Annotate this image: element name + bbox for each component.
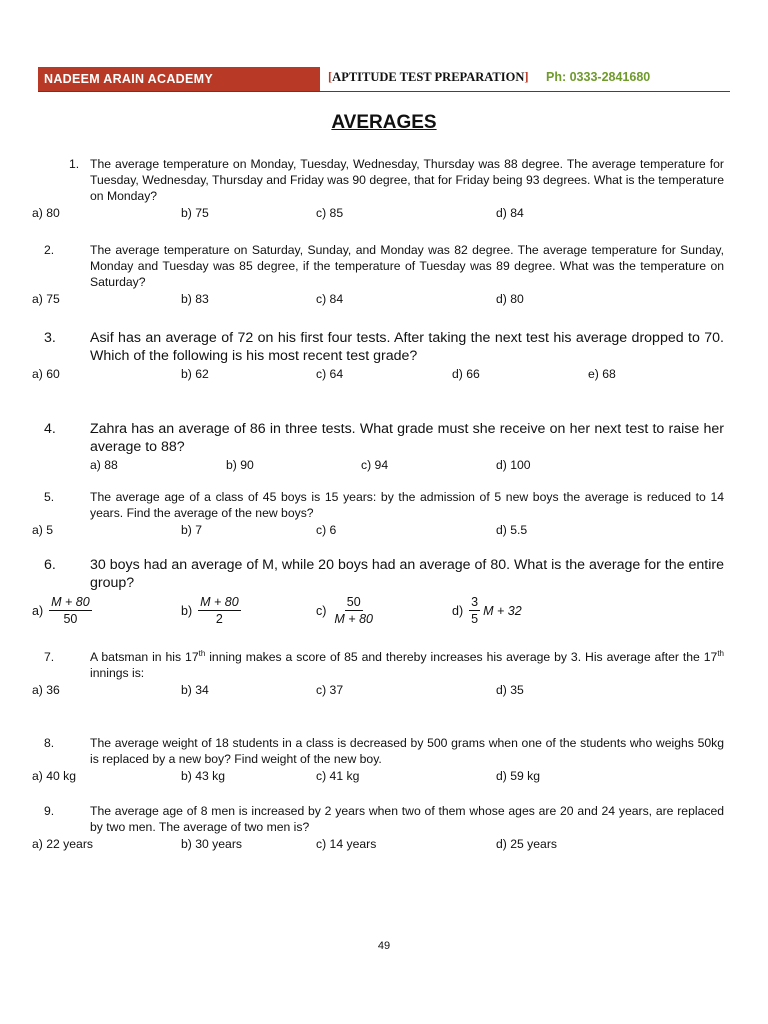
text-part-b: inning makes a score of 85 and thereby increases his average by 3. His average after the 17 bbox=[205, 650, 718, 664]
expression-tail: M + 32 bbox=[483, 603, 522, 618]
option-d bbox=[452, 594, 522, 627]
option-c: c) 37 bbox=[316, 683, 344, 697]
question-number: 1. bbox=[69, 157, 80, 171]
superscript-b: th bbox=[717, 648, 724, 658]
option-d: d) 66 bbox=[452, 367, 480, 381]
option-b: b) 43 kg bbox=[181, 769, 226, 783]
option-a: a) 22 years bbox=[32, 837, 93, 851]
option-d: d) 5.5 bbox=[496, 523, 528, 537]
question-text bbox=[90, 649, 724, 681]
text-part-a: A batsman in his 17 bbox=[90, 650, 199, 664]
denominator: 5 bbox=[471, 612, 479, 626]
denominator: 2 bbox=[215, 612, 223, 626]
option-b bbox=[181, 594, 241, 627]
option-d: d) 25 years bbox=[496, 837, 557, 851]
option-c: c) 14 years bbox=[316, 837, 377, 851]
fraction bbox=[198, 594, 241, 627]
option-b: b) 34 bbox=[181, 683, 209, 697]
option-b: b) 83 bbox=[181, 292, 209, 306]
denominator: 50 bbox=[63, 612, 78, 626]
option-label: b) bbox=[181, 603, 193, 618]
options-row bbox=[32, 594, 724, 632]
question-number: 5. bbox=[44, 490, 55, 504]
option-label: c) bbox=[316, 603, 327, 618]
fraction bbox=[49, 594, 92, 627]
fraction bbox=[332, 594, 375, 627]
option-c bbox=[316, 594, 375, 627]
option-c: c) 64 bbox=[316, 367, 344, 381]
question-text: The average temperature on Monday, Tuesday, Wednesday, Thursday was 88 degree. The average temperature for Tuesday, Wednesday, Thursday and Friday was 90 degree, that for Friday being 93 degrees. What is the temperature on Monday? bbox=[90, 157, 724, 203]
option-d: d) 35 bbox=[496, 683, 524, 697]
option-b: b) 75 bbox=[181, 206, 209, 220]
question-9 bbox=[32, 803, 724, 854]
options-row bbox=[32, 366, 724, 384]
numerator: M + 80 bbox=[51, 595, 90, 609]
subtitle-text: APTITUDE TEST PREPARATION bbox=[332, 70, 525, 84]
options-row bbox=[32, 836, 724, 854]
text-part-c: innings is: bbox=[90, 666, 145, 680]
question-4 bbox=[44, 420, 724, 475]
question-text: The average temperature on Saturday, Sunday, and Monday was 82 degree. The average temperature for Sunday, Monday and Tuesday was 85 degree, if the temperature of Tuesday was 89 degree. What was the temperature on Saturday? bbox=[90, 243, 724, 289]
question-8 bbox=[32, 735, 724, 786]
option-a: a) 75 bbox=[32, 292, 60, 306]
header-phone: Ph: 0333-2841680 bbox=[546, 70, 651, 84]
page-number: 49 bbox=[377, 940, 391, 952]
question-number: 6. bbox=[44, 557, 56, 573]
question-number: 2. bbox=[44, 243, 55, 257]
question-5 bbox=[32, 489, 724, 540]
options-row bbox=[32, 205, 724, 223]
option-a bbox=[32, 594, 92, 627]
option-d: d) 80 bbox=[496, 292, 524, 306]
denominator: M + 80 bbox=[334, 612, 373, 626]
question-number: 8. bbox=[44, 736, 55, 750]
question-number: 3. bbox=[44, 330, 56, 346]
option-a: a) 88 bbox=[90, 458, 118, 472]
option-c: c) 85 bbox=[316, 206, 344, 220]
question-text: Zahra has an average of 86 in three tests. What grade must she receive on her next test to raise her average to 88? bbox=[90, 421, 724, 455]
options-row bbox=[32, 522, 724, 540]
option-b: b) 30 years bbox=[181, 837, 242, 851]
option-a: a) 80 bbox=[32, 206, 60, 220]
question-text: The average age of 8 men is increased by 2 years when two of them whose ages are 20 and 24 years, are replaced by two men. The average of two men is? bbox=[90, 804, 724, 834]
option-label: d) bbox=[452, 603, 464, 618]
options-row bbox=[32, 682, 724, 700]
numerator: M + 80 bbox=[200, 595, 239, 609]
header-divider bbox=[38, 91, 730, 92]
options-row bbox=[44, 457, 724, 475]
question-3 bbox=[32, 329, 724, 384]
bracket-open: [ bbox=[328, 70, 333, 84]
question-7 bbox=[32, 648, 724, 700]
option-label: a) bbox=[32, 603, 44, 618]
question-text: Asif has an average of 72 on his first four tests. After taking the next test his average dropped to 70. Which of the following is his most recent test grade? bbox=[90, 330, 724, 364]
bracket-close: ] bbox=[524, 70, 529, 84]
question-number: 9. bbox=[44, 804, 55, 818]
option-b: b) 62 bbox=[181, 367, 209, 381]
option-c: c) 6 bbox=[316, 523, 337, 537]
option-b: b) 90 bbox=[226, 458, 254, 472]
options-row bbox=[32, 291, 724, 309]
numerator: 3 bbox=[471, 595, 479, 609]
superscript-a: th bbox=[198, 648, 206, 658]
question-1 bbox=[32, 156, 724, 223]
option-c: c) 41 kg bbox=[316, 769, 360, 783]
page-title: AVERAGES bbox=[331, 112, 437, 133]
option-d: d) 84 bbox=[496, 206, 524, 220]
option-d: d) 59 kg bbox=[496, 769, 541, 783]
option-c: c) 84 bbox=[316, 292, 344, 306]
numerator: 50 bbox=[346, 595, 361, 609]
option-a: a) 60 bbox=[32, 367, 60, 381]
question-2 bbox=[32, 242, 724, 309]
option-c: c) 94 bbox=[361, 458, 389, 472]
option-a: a) 36 bbox=[32, 683, 60, 697]
fraction bbox=[469, 594, 480, 627]
option-b: b) 7 bbox=[181, 523, 203, 537]
question-text: The average weight of 18 students in a class is decreased by 500 grams when one of the students who weighs 50kg is replaced by a new boy? Find weight of the new boy. bbox=[90, 736, 724, 766]
question-number: 7. bbox=[44, 650, 55, 664]
question-text: The average age of a class of 45 boys is 15 years: by the admission of 5 new boys the average is reduced to 14 years. Find the average of the new boys? bbox=[90, 490, 724, 520]
option-d: d) 100 bbox=[496, 458, 531, 472]
option-a: a) 40 kg bbox=[32, 769, 77, 783]
question-text: 30 boys had an average of M, while 20 boys had an average of 80. What is the average for the entire group? bbox=[90, 557, 724, 591]
academy-banner: NADEEM ARAIN ACADEMY bbox=[38, 67, 320, 92]
question-number: 4. bbox=[44, 421, 56, 437]
options-row bbox=[32, 768, 724, 786]
question-6 bbox=[32, 556, 724, 632]
header-subtitle bbox=[328, 70, 529, 85]
option-a: a) 5 bbox=[32, 523, 54, 537]
option-e: e) 68 bbox=[588, 367, 616, 381]
